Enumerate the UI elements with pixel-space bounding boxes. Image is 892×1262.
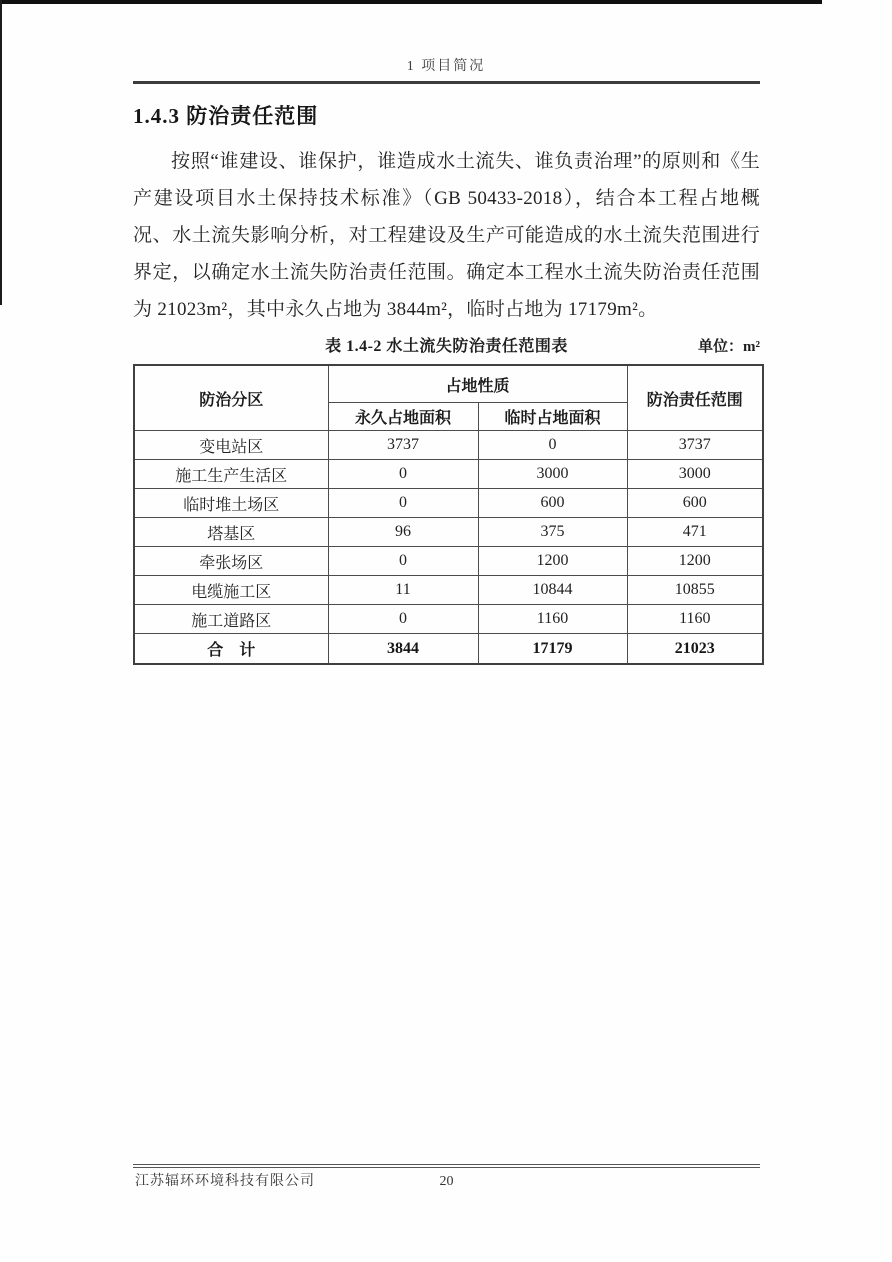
table-row bbox=[134, 460, 763, 489]
temp-cell: 0 bbox=[478, 431, 627, 460]
footer-rule bbox=[133, 1164, 760, 1168]
unit-label: 单位：m² bbox=[698, 339, 760, 355]
running-header-title: 1 项目简况 bbox=[406, 59, 486, 74]
perm-cell: 0 bbox=[328, 460, 478, 489]
table-row bbox=[134, 518, 763, 547]
page-footer bbox=[133, 1164, 760, 1192]
table-row bbox=[134, 547, 763, 576]
zone-cell: 牵张场区 bbox=[134, 547, 328, 576]
table-row bbox=[134, 576, 763, 605]
header-zone: 防治分区 bbox=[134, 365, 328, 431]
total-cell: 1160 bbox=[627, 605, 763, 634]
total-perm-cell: 3844 bbox=[328, 634, 478, 665]
temp-cell: 1200 bbox=[478, 547, 627, 576]
total-cell: 1200 bbox=[627, 547, 763, 576]
temp-cell: 3000 bbox=[478, 460, 627, 489]
total-zone-cell: 合 计 bbox=[134, 634, 328, 665]
total-cell: 600 bbox=[627, 489, 763, 518]
perm-cell: 0 bbox=[328, 547, 478, 576]
table-row bbox=[134, 605, 763, 634]
zone-cell: 施工生产生活区 bbox=[134, 460, 328, 489]
temp-cell: 10844 bbox=[478, 576, 627, 605]
total-cell: 3000 bbox=[627, 460, 763, 489]
header-permanent: 永久占地面积 bbox=[328, 403, 478, 431]
header-total: 防治责任范围 bbox=[627, 365, 763, 431]
table-caption-row bbox=[133, 335, 760, 359]
header-occupation-group: 占地性质 bbox=[328, 365, 627, 403]
temp-cell: 600 bbox=[478, 489, 627, 518]
total-total-cell: 21023 bbox=[627, 634, 763, 665]
total-cell: 10855 bbox=[627, 576, 763, 605]
temp-cell: 1160 bbox=[478, 605, 627, 634]
total-cell: 471 bbox=[627, 518, 763, 547]
body-paragraph: 按照“谁建设、谁保护，谁造成水土流失、谁负责治理”的原则和《生产建设项目水土保持技术标准》（GB 50433-2018），结合本工程占地概况、水土流失影响分析，对工程建设及生产可能造成的水土流失范围进行界定，以确定水土流失防治责任范围。确定本工程水土流失防治责任范围为 21023m²，其中永久占地为 3844m²，临时占地为 17179m²。 bbox=[133, 151, 760, 320]
table-row bbox=[134, 431, 763, 460]
total-cell: 3737 bbox=[627, 431, 763, 460]
perm-cell: 0 bbox=[328, 489, 478, 518]
running-header bbox=[0, 0, 892, 77]
scan-edge-artifact-left bbox=[0, 0, 2, 305]
table-total-row bbox=[134, 634, 763, 665]
perm-cell: 96 bbox=[328, 518, 478, 547]
zone-cell: 电缆施工区 bbox=[134, 576, 328, 605]
perm-cell: 3737 bbox=[328, 431, 478, 460]
zone-cell: 塔基区 bbox=[134, 518, 328, 547]
footer-page-number: 20 bbox=[439, 1174, 454, 1189]
table-caption: 表 1.4-2 水土流失防治责任范围表 bbox=[325, 338, 568, 355]
zone-cell: 临时堆土场区 bbox=[134, 489, 328, 518]
total-temp-cell: 17179 bbox=[478, 634, 627, 665]
header-rule bbox=[133, 81, 760, 84]
scan-edge-artifact-top bbox=[0, 0, 822, 4]
footer-company: 江苏辐环环境科技有限公司 bbox=[135, 1174, 315, 1189]
responsibility-table bbox=[133, 364, 764, 665]
zone-cell: 变电站区 bbox=[134, 431, 328, 460]
table-row bbox=[134, 489, 763, 518]
section-heading: 1.4.3 防治责任范围 bbox=[133, 104, 319, 128]
footer-line bbox=[133, 1172, 760, 1192]
perm-cell: 0 bbox=[328, 605, 478, 634]
zone-cell: 施工道路区 bbox=[134, 605, 328, 634]
header-temporary: 临时占地面积 bbox=[478, 403, 627, 431]
perm-cell: 11 bbox=[328, 576, 478, 605]
temp-cell: 375 bbox=[478, 518, 627, 547]
